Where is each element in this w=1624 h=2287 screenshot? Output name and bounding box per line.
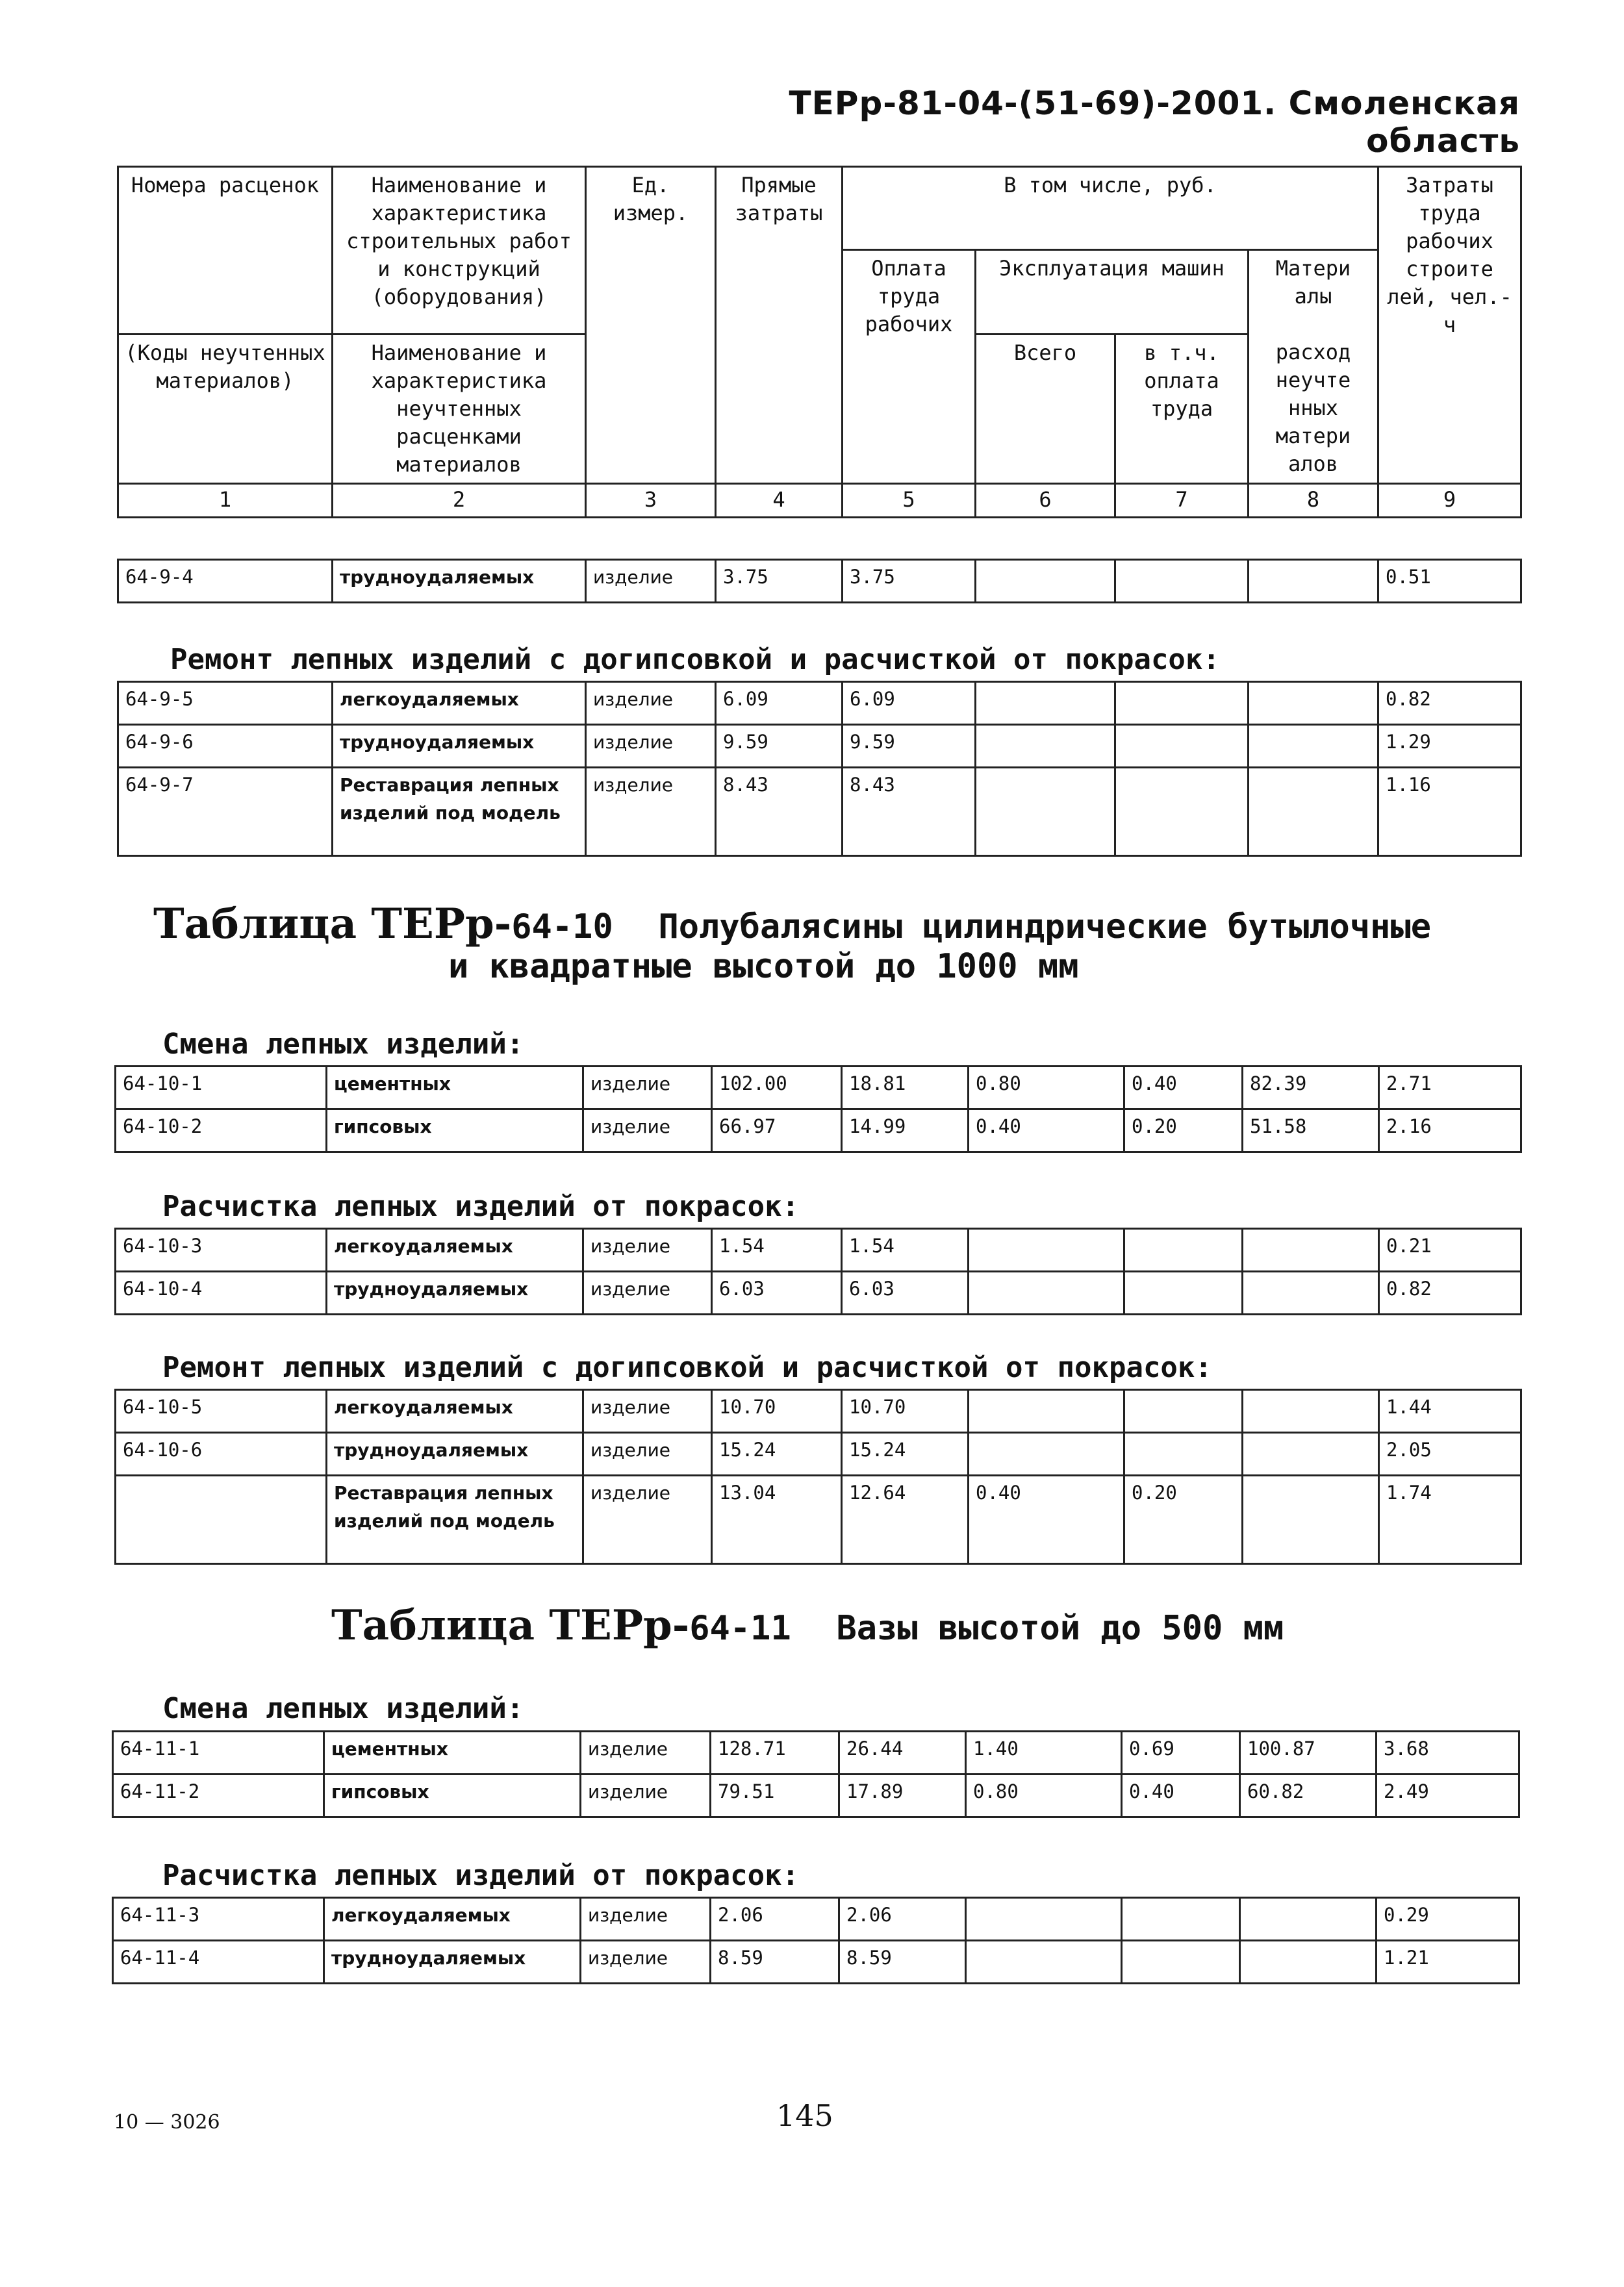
rates-table — [117, 559, 1522, 603]
section-title: Расчистка лепных изделий от покрасок: — [162, 1190, 800, 1223]
table-number: 64-10 — [511, 907, 613, 946]
machine-labor-cost — [1122, 1941, 1240, 1984]
machine-cost — [976, 560, 1115, 603]
machine-labor-cost — [1124, 1272, 1243, 1315]
labor-cost: 3.75 — [843, 560, 976, 603]
labor-cost: 1.54 — [842, 1229, 969, 1272]
machine-labor-cost — [1124, 1390, 1243, 1433]
table-heading — [153, 900, 1517, 948]
unit: изделие — [583, 1067, 712, 1109]
rate-code: 64-11-1 — [113, 1732, 324, 1775]
unit: изделие — [581, 1732, 711, 1775]
unit: изделие — [586, 560, 716, 603]
table-row — [116, 1476, 1521, 1564]
section-title: Ремонт лепных изделий с догипсовкой и расчисткой от покрасок: — [170, 643, 1220, 676]
rate-code — [116, 1476, 327, 1564]
table-heading — [331, 1601, 1501, 1650]
direct-cost: 8.59 — [711, 1941, 839, 1984]
direct-cost: 8.43 — [716, 768, 843, 856]
machine-labor-cost — [1122, 1898, 1240, 1941]
labor-cost: 2.06 — [839, 1898, 966, 1941]
material-cost — [1243, 1272, 1379, 1315]
work-name: Реставрация лепных изделий под модель — [333, 768, 586, 856]
unit: изделие — [586, 682, 716, 725]
labor-hours: 0.29 — [1377, 1898, 1519, 1941]
col-9-header: Затраты труда рабочих строите лей, чел.-ч — [1378, 167, 1521, 484]
labor-hours: 1.74 — [1379, 1476, 1521, 1564]
col-group-header: В том числе, руб. — [843, 167, 1378, 250]
work-name: легкоудаляемых — [327, 1229, 583, 1272]
machine-cost: 0.80 — [966, 1775, 1122, 1817]
direct-cost: 3.75 — [716, 560, 843, 603]
direct-cost: 13.04 — [712, 1476, 842, 1564]
machine-labor-cost — [1115, 560, 1249, 603]
table-number: 64-11 — [689, 1609, 791, 1648]
material-cost — [1249, 560, 1378, 603]
unit: изделие — [583, 1390, 712, 1433]
machine-cost — [976, 725, 1115, 768]
direct-cost: 2.06 — [711, 1898, 839, 1941]
table-row — [116, 1109, 1521, 1152]
rate-code: 64-10-6 — [116, 1433, 327, 1476]
labor-cost: 12.64 — [842, 1476, 969, 1564]
rates-table — [114, 1389, 1522, 1565]
rates-table — [114, 1065, 1522, 1153]
material-cost — [1243, 1433, 1379, 1476]
rate-code: 64-11-3 — [113, 1898, 324, 1941]
table-title: Полубалясины цилиндрические бутылочные — [658, 907, 1432, 946]
labor-cost: 17.89 — [839, 1775, 966, 1817]
labor-hours: 0.82 — [1379, 1272, 1521, 1315]
material-cost — [1249, 682, 1378, 725]
machine-cost — [976, 682, 1115, 725]
table-label: Таблица ТЕРр- — [153, 900, 512, 948]
material-cost — [1249, 768, 1378, 856]
rate-code: 64-10-2 — [116, 1109, 327, 1152]
rates-table — [112, 1730, 1520, 1818]
rates-table — [117, 681, 1522, 857]
unit: изделие — [581, 1898, 711, 1941]
unit: изделие — [586, 725, 716, 768]
machine-cost: 0.80 — [969, 1067, 1124, 1109]
material-cost — [1240, 1941, 1377, 1984]
table-row — [116, 1272, 1521, 1315]
col-number: 6 — [976, 484, 1115, 518]
table-row — [113, 1732, 1519, 1775]
work-name: трудноудаляемых — [327, 1433, 583, 1476]
machine-cost — [969, 1433, 1124, 1476]
material-cost: 51.58 — [1243, 1109, 1379, 1152]
col-number: 4 — [716, 484, 843, 518]
labor-hours: 1.44 — [1379, 1390, 1521, 1433]
machine-labor-cost — [1124, 1433, 1243, 1476]
rate-code: 64-9-5 — [118, 682, 333, 725]
machine-labor-cost: 0.20 — [1124, 1109, 1243, 1152]
direct-cost: 6.03 — [712, 1272, 842, 1315]
work-name: легкоудаляемых — [333, 682, 586, 725]
table-row — [116, 1067, 1521, 1109]
col-8-header: Матери алы — [1249, 250, 1378, 335]
direct-cost: 66.97 — [712, 1109, 842, 1152]
unit: изделие — [583, 1433, 712, 1476]
labor-cost: 8.59 — [839, 1941, 966, 1984]
labor-hours: 0.51 — [1378, 560, 1521, 603]
page-title: ТЕРр-81-04-(51-69)-2001. Смоленская область — [789, 84, 1520, 160]
direct-cost: 9.59 — [716, 725, 843, 768]
col-number: 3 — [586, 484, 716, 518]
unit: изделие — [583, 1229, 712, 1272]
direct-cost: 102.00 — [712, 1067, 842, 1109]
work-name: трудноудаляемых — [333, 725, 586, 768]
labor-hours: 1.29 — [1378, 725, 1521, 768]
unit: изделие — [581, 1941, 711, 1984]
table-label: Таблица ТЕРр- — [331, 1601, 690, 1650]
col-4-header: Прямые затраты — [716, 167, 843, 484]
rates-table — [114, 1228, 1522, 1315]
labor-hours: 1.21 — [1377, 1941, 1519, 1984]
direct-cost: 6.09 — [716, 682, 843, 725]
rate-code: 64-11-4 — [113, 1941, 324, 1984]
rate-code: 64-9-7 — [118, 768, 333, 856]
table-row — [118, 768, 1521, 856]
page-number: 145 — [776, 2098, 833, 2133]
machine-cost — [969, 1229, 1124, 1272]
machines-header: Эксплуатация машин — [976, 250, 1249, 335]
rate-code: 64-10-1 — [116, 1067, 327, 1109]
work-name: гипсовых — [324, 1775, 581, 1817]
table-title-line2: и квадратные высотой до 1000 мм — [448, 947, 1079, 986]
work-name: цементных — [327, 1067, 583, 1109]
labor-cost: 18.81 — [842, 1067, 969, 1109]
rate-code: 64-9-6 — [118, 725, 333, 768]
col-7-header: в т.ч. оплата труда — [1115, 335, 1249, 484]
machine-labor-cost — [1124, 1229, 1243, 1272]
labor-cost: 10.70 — [842, 1390, 969, 1433]
section-title: Смена лепных изделий: — [162, 1692, 524, 1725]
table-row — [118, 560, 1521, 603]
footer-code: 10 — 3026 — [114, 2111, 220, 2134]
rate-code: 64-10-3 — [116, 1229, 327, 1272]
rate-code: 64-10-5 — [116, 1390, 327, 1433]
material-cost — [1249, 725, 1378, 768]
direct-cost: 128.71 — [711, 1732, 839, 1775]
col-8-subheader: расход неучте нных матери алов — [1249, 335, 1378, 484]
labor-hours: 0.82 — [1378, 682, 1521, 725]
work-name: легкоудаляемых — [327, 1390, 583, 1433]
table-row — [113, 1941, 1519, 1984]
machine-cost — [966, 1941, 1122, 1984]
labor-cost: 6.03 — [842, 1272, 969, 1315]
col-number: 9 — [1378, 484, 1521, 518]
material-cost: 60.82 — [1240, 1775, 1377, 1817]
col-number: 5 — [843, 484, 976, 518]
col-number: 1 — [118, 484, 333, 518]
table-row — [116, 1390, 1521, 1433]
unit: изделие — [583, 1476, 712, 1564]
material-cost — [1240, 1898, 1377, 1941]
col-number: 8 — [1249, 484, 1378, 518]
col-1-subheader: (Коды неучтенных материалов) — [118, 335, 333, 484]
unit: изделие — [581, 1775, 711, 1817]
table-row — [113, 1775, 1519, 1817]
machine-cost: 0.40 — [969, 1476, 1124, 1564]
machine-labor-cost — [1115, 725, 1249, 768]
machine-cost — [976, 768, 1115, 856]
labor-hours: 2.16 — [1379, 1109, 1521, 1152]
work-name: трудноудаляемых — [333, 560, 586, 603]
col-3-header: Ед. измер. — [586, 167, 716, 484]
labor-cost: 8.43 — [843, 768, 976, 856]
col-6-header: Всего — [976, 335, 1115, 484]
col-1-header: Номера расценок — [118, 167, 333, 335]
rate-code: 64-11-2 — [113, 1775, 324, 1817]
unit: изделие — [586, 768, 716, 856]
machine-cost — [969, 1272, 1124, 1315]
labor-hours: 1.16 — [1378, 768, 1521, 856]
col-2-subheader: Наименование и характеристика неучтенных расценками материалов — [333, 335, 586, 484]
section-title: Ремонт лепных изделий с догипсовкой и расчисткой от покрасок: — [162, 1351, 1212, 1384]
machine-labor-cost: 0.69 — [1122, 1732, 1240, 1775]
work-name: гипсовых — [327, 1109, 583, 1152]
unit: изделие — [583, 1109, 712, 1152]
labor-cost: 6.09 — [843, 682, 976, 725]
direct-cost: 79.51 — [711, 1775, 839, 1817]
machine-cost — [969, 1390, 1124, 1433]
table-row — [118, 725, 1521, 768]
material-cost: 82.39 — [1243, 1067, 1379, 1109]
machine-labor-cost: 0.20 — [1124, 1476, 1243, 1564]
work-name: легкоудаляемых — [324, 1898, 581, 1941]
work-name: трудноудаляемых — [324, 1941, 581, 1984]
section-title: Смена лепных изделий: — [162, 1028, 524, 1061]
labor-cost: 15.24 — [842, 1433, 969, 1476]
labor-hours: 2.05 — [1379, 1433, 1521, 1476]
unit: изделие — [583, 1272, 712, 1315]
col-number: 7 — [1115, 484, 1249, 518]
rates-table — [112, 1897, 1520, 1984]
direct-cost: 1.54 — [712, 1229, 842, 1272]
rate-code: 64-9-4 — [118, 560, 333, 603]
column-header-table — [117, 166, 1522, 518]
machine-labor-cost: 0.40 — [1122, 1775, 1240, 1817]
work-name: трудноудаляемых — [327, 1272, 583, 1315]
machine-cost: 1.40 — [966, 1732, 1122, 1775]
labor-hours: 2.49 — [1377, 1775, 1519, 1817]
direct-cost: 10.70 — [712, 1390, 842, 1433]
labor-cost: 14.99 — [842, 1109, 969, 1152]
machine-labor-cost — [1115, 768, 1249, 856]
material-cost — [1243, 1476, 1379, 1564]
col-number: 2 — [333, 484, 586, 518]
col-5-header: Оплата труда рабочих — [843, 250, 976, 484]
labor-hours: 3.68 — [1377, 1732, 1519, 1775]
work-name: цементных — [324, 1732, 581, 1775]
direct-cost: 15.24 — [712, 1433, 842, 1476]
work-name: Реставрация лепных изделий под модель — [327, 1476, 583, 1564]
machine-cost: 0.40 — [969, 1109, 1124, 1152]
labor-cost: 26.44 — [839, 1732, 966, 1775]
table-row — [113, 1898, 1519, 1941]
material-cost — [1243, 1390, 1379, 1433]
labor-hours: 0.21 — [1379, 1229, 1521, 1272]
material-cost — [1243, 1229, 1379, 1272]
labor-hours: 2.71 — [1379, 1067, 1521, 1109]
material-cost: 100.87 — [1240, 1732, 1377, 1775]
machine-labor-cost: 0.40 — [1124, 1067, 1243, 1109]
machine-cost — [966, 1898, 1122, 1941]
table-row — [116, 1433, 1521, 1476]
section-title: Расчистка лепных изделий от покрасок: — [162, 1859, 800, 1892]
table-row — [118, 682, 1521, 725]
labor-cost: 9.59 — [843, 725, 976, 768]
table-title: Вазы высотой до 500 мм — [836, 1609, 1284, 1648]
rate-code: 64-10-4 — [116, 1272, 327, 1315]
table-row — [116, 1229, 1521, 1272]
machine-labor-cost — [1115, 682, 1249, 725]
col-2-header: Наименование и характеристика строительных работ и конструкций (оборудования) — [333, 167, 586, 335]
